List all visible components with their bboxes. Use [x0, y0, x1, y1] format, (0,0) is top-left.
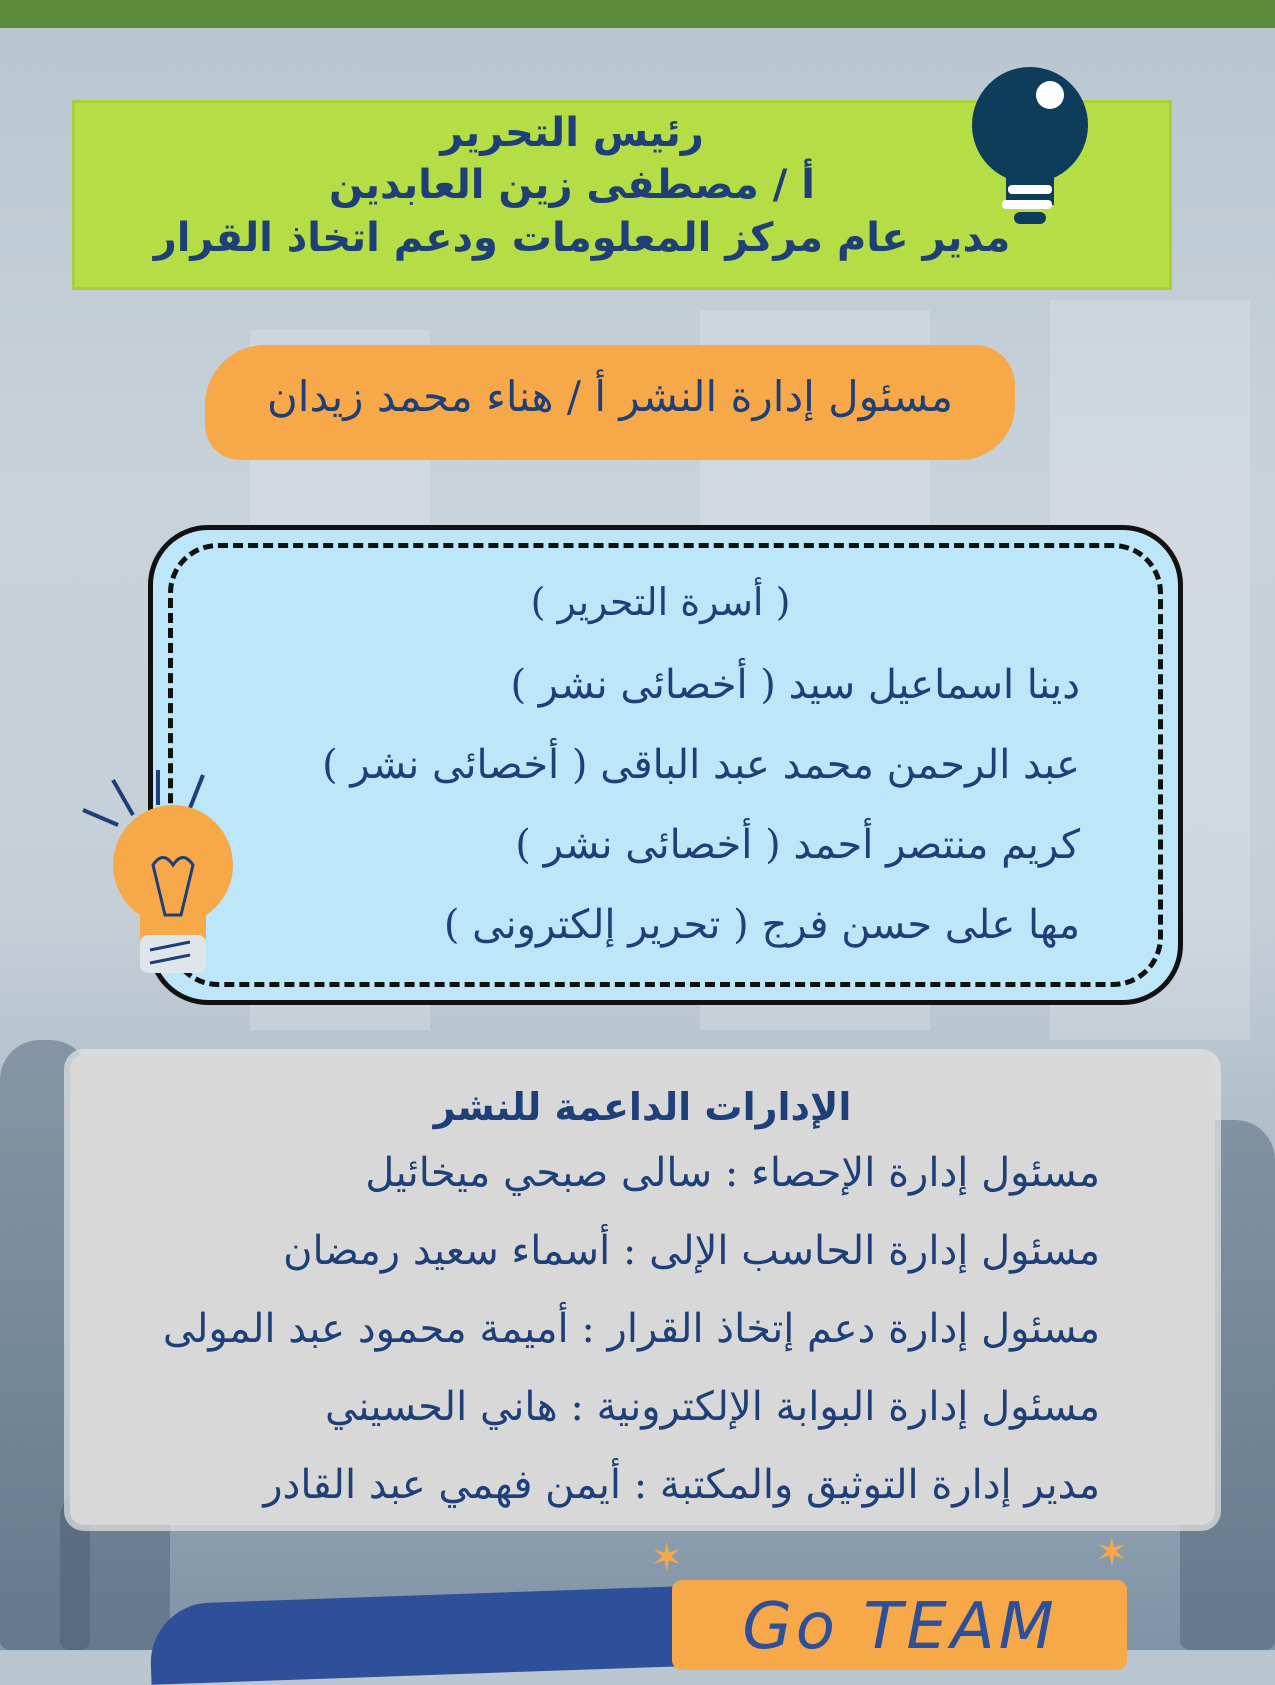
support-department-line: مسئول إدارة دعم إتخاذ القرار : أميمة محمود عبد المولى: [162, 1306, 1100, 1352]
editorial-member: دينا اسماعيل سيد ( أخصائى نشر ): [510, 662, 1080, 708]
editorial-family-title: ( أسرة التحرير ): [530, 580, 791, 624]
support-department-line: مسئول إدارة الإحصاء : سالى صبحي ميخائيل: [365, 1150, 1100, 1196]
support-department-line: مسئول إدارة البوابة الإلكترونية : هاني الحسيني: [324, 1384, 1100, 1430]
editor-in-chief-name: أ / مصطفى زين العابدين: [329, 162, 815, 208]
orange-lightbulb-icon: [78, 770, 248, 980]
editor-in-chief-title: رئيس التحرير: [440, 110, 704, 156]
support-departments-title: الإدارات الداعمة للنشر: [433, 1085, 852, 1129]
lightbulb-icon: [968, 60, 1098, 230]
sparkle-icon: ✶: [650, 1535, 684, 1581]
footer-blue-brushstroke: [149, 1585, 711, 1684]
publishing-manager-text: مسئول إدارة النشر أ / هناء محمد زيدان: [266, 372, 954, 421]
editor-in-chief-role: مدير عام مركز المعلومات ودعم اتخاذ القرار: [153, 215, 1011, 261]
support-department-line: مدير إدارة التوثيق والمكتبة : أيمن فهمي عبد القادر: [263, 1462, 1100, 1508]
top-bar: [0, 0, 1275, 28]
editorial-member: كريم منتصر أحمد ( أخصائى نشر ): [515, 822, 1080, 868]
sparkle-icon: ✶: [1095, 1530, 1129, 1576]
editorial-member: عبد الرحمن محمد عبد الباقى ( أخصائى نشر ): [322, 742, 1080, 788]
support-department-line: مسئول إدارة الحاسب الإلى : أسماء سعيد رمضان: [283, 1228, 1100, 1274]
team-label: Go TEAM: [742, 1590, 1058, 1664]
editorial-member: مها على حسن فرج ( تحرير إلكترونى ): [443, 902, 1080, 948]
